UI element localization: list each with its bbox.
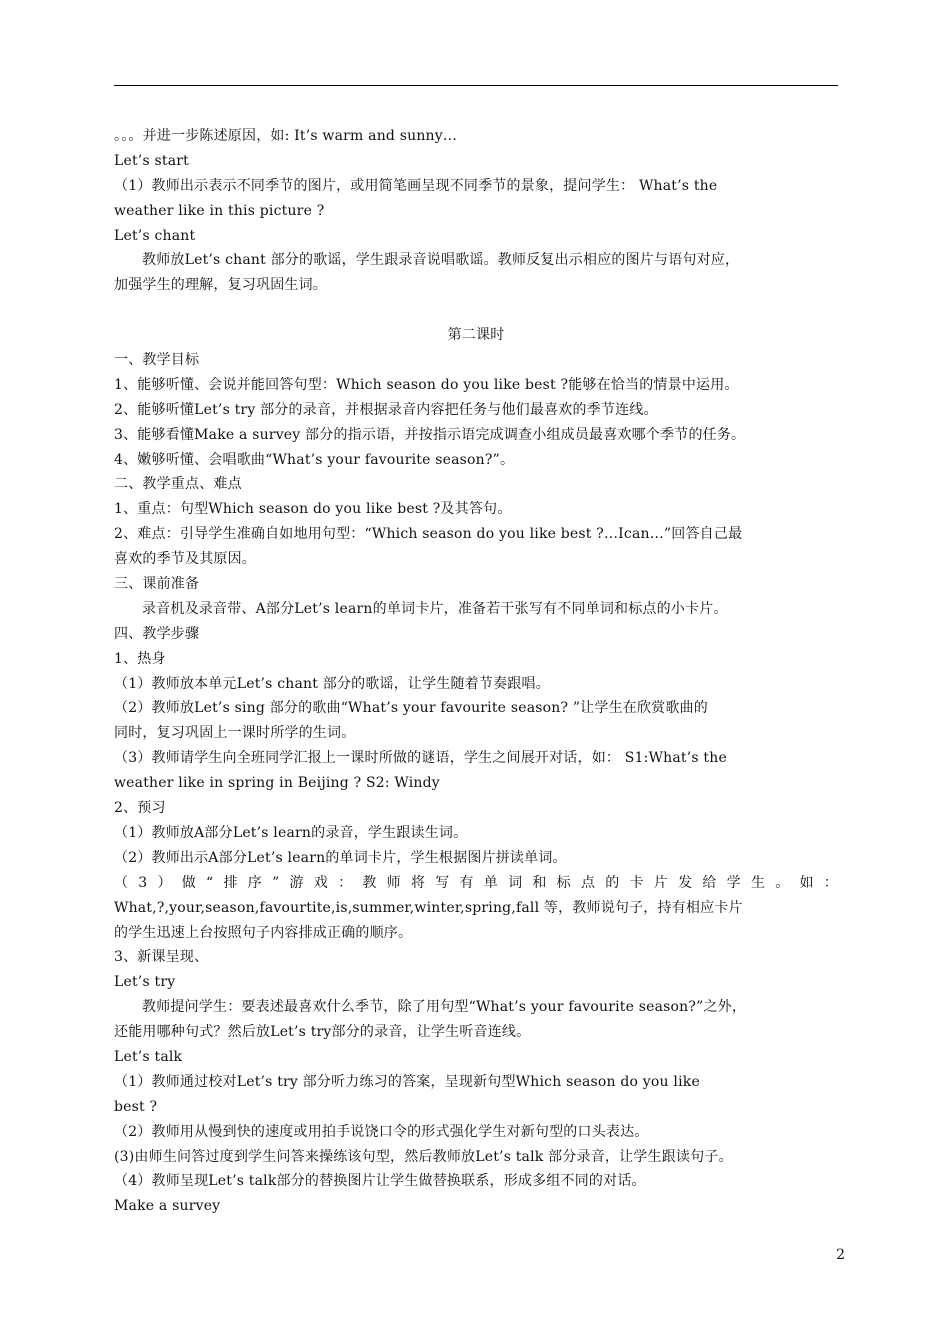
text-line: 2、能够听懂Let’s try 部分的录音，并根据录音内容把任务与他们最喜欢的季节连线。 — [114, 401, 658, 418]
text-line: 加强学生的理解，复习巩固生词。 — [114, 277, 327, 294]
text-line: Let’s talk — [114, 1048, 183, 1065]
text-line: 1、热身 — [114, 650, 166, 667]
text-line: weather like in this picture ? — [114, 202, 325, 219]
text-line: 录音机及录音带、A部分Let’s learn的单词卡片，准备若干张写有不同单词和标点的小卡片。 — [142, 600, 728, 617]
text-line: 4、嫩够听懂、会唱歌曲“What’s your favourite season?”。 — [114, 451, 515, 468]
text-line: 2、难点：引导学生准确自如地用句型：“Which season do you like best ?…Ican…”回答自己最 — [114, 526, 743, 543]
text-line: weather like in spring in Beijing ? S2: Windy — [114, 775, 440, 792]
text-line: (3)由师生问答过度到学生问答来操练该句型，然后教师放Let’s talk 部分录音，让学生跟读句子。 — [114, 1148, 733, 1165]
text-line: 二、教学重点、难点 — [114, 476, 242, 493]
text-line: 四、教学步骤 — [114, 625, 200, 642]
document-body — [114, 124, 838, 1219]
text-line: （2）教师用从慢到快的速度或用拍手说饶口令的形式强化学生对新句型的口头表达。 — [114, 1123, 649, 1140]
text-line: best ? — [114, 1098, 158, 1115]
text-line: 三、课前准备 — [114, 576, 200, 593]
text-line: Let’s chant — [114, 227, 196, 244]
text-line: （2）教师出示A部分Let’s learn的单词卡片，学生根据图片拼读单词。 — [114, 849, 567, 866]
text-line: 。。。并进一步陈述原因，如: It’s warm and sunny… — [114, 128, 458, 144]
section-heading: 第二课时 — [447, 327, 505, 344]
text-line: （1）教师通过校对Let’s try 部分听力练习的答案，呈现新句型Which season do you like — [114, 1073, 700, 1090]
text-line: What,?,your,season,favourtite,is,summer,winter,spring,fall 等，教师说句子，持有相应卡片 — [114, 899, 743, 916]
text-line: 教师放Let’s chant 部分的歌谣，学生跟录音说唱歌谣。教师反复出示相应的图片与语句对应， — [142, 252, 740, 269]
text-line: 3、能够看懂Make a survey 部分的指示语，并按指示语完成调查小组成员最喜欢哪个季节的任务。 — [114, 426, 746, 443]
text-line: 还能用哪种句式？然后放Let’s try部分的录音，让学生听音连线。 — [114, 1024, 531, 1041]
text-line: （3）教师请学生向全班同学汇报上一课时所做的谜语，学生之间展开对话，如： S1:What’s the — [114, 750, 727, 767]
text-line: 喜欢的季节及其原因。 — [114, 551, 256, 568]
text-line: 2、预习 — [114, 800, 166, 817]
text-line: 3、新课呈现、 — [114, 949, 209, 966]
text-line: （4）教师呈现Let’s talk部分的替换图片让学生做替换联系，形成多组不同的对话。 — [114, 1173, 646, 1190]
text-line: 1、重点：句型Which season do you like best ?及其答句。 — [114, 501, 512, 518]
text-line: 同时，复习巩固上一课时所学的生词。 — [114, 725, 356, 742]
text-line: 教师提问学生：要表述最喜欢什么季节，除了用句型“What’s your favourite season?”之外， — [142, 999, 747, 1016]
text-line: （3）做“排序”游戏：教师将写有单词和标点的卡片发给学生。如： — [114, 874, 838, 891]
text-line: （1）教师出示表示不同季节的图片，或用简笔画呈现不同季节的景象，提问学生： What’s the — [114, 177, 718, 194]
text-line: 1、能够听懂、会说并能回答句型：Which season do you like best ?能够在恰当的情景中运用。 — [114, 376, 739, 393]
text-line: 一、教学目标 — [114, 352, 200, 369]
text-line: 的学生迅速上台按照句子内容排成正确的顺序。 — [114, 924, 413, 941]
page-number: 2 — [836, 1247, 845, 1263]
text-line: （1）教师放本单元Let’s chant 部分的歌谣，让学生随着节奏跟唱。 — [114, 675, 550, 692]
blank-line — [114, 298, 838, 323]
text-line: Let’s try — [114, 974, 176, 991]
header-rule — [114, 85, 838, 86]
text-line: Make a survey — [114, 1198, 221, 1215]
text-line: （1）教师放A部分Let’s learn的录音，学生跟读生词。 — [114, 824, 468, 841]
text-line: （2）教师放Let’s sing 部分的歌曲“What’s your favourite season? ”让学生在欣赏歌曲的 — [114, 700, 708, 717]
text-line: Let’s start — [114, 152, 189, 169]
